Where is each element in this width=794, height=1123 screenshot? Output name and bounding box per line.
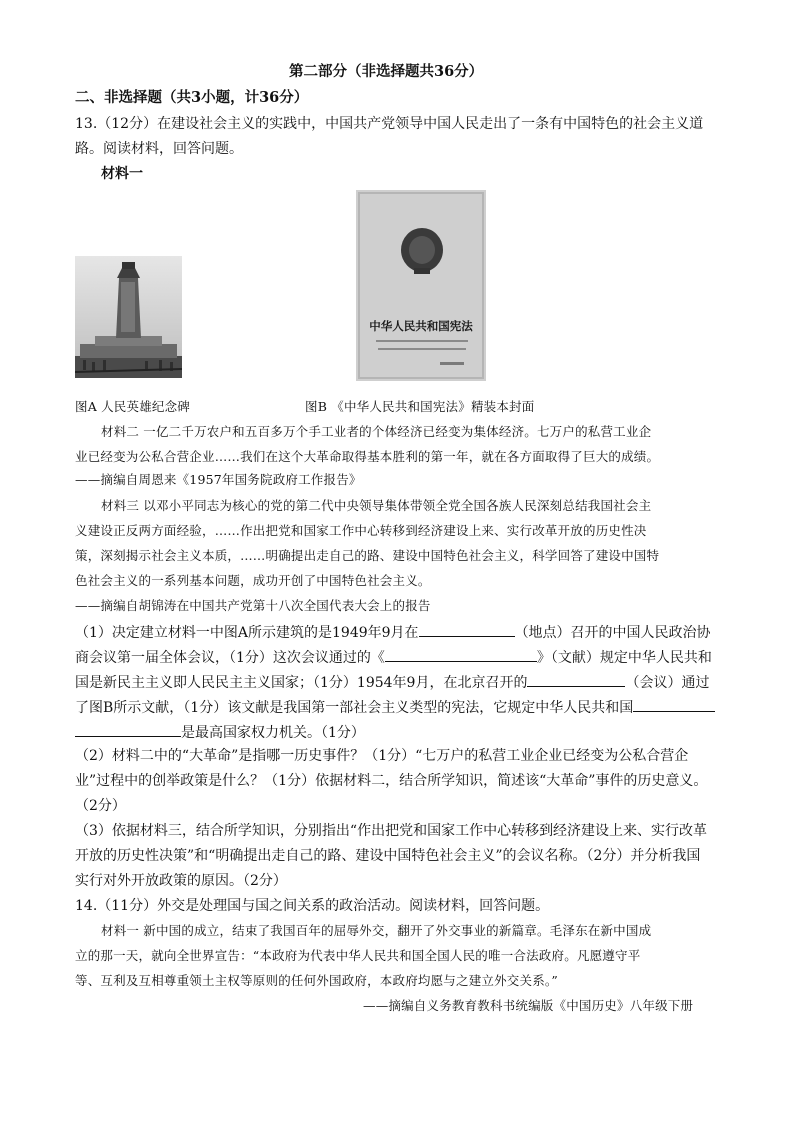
q13-part1-line5 [75, 721, 365, 743]
q14-material1-line1: 材料一 新中国的成立，结束了我国百年的屈辱外交，翻开了外交事业的新篇章。毛泽东在新中国成 [101, 923, 652, 938]
q13-part3-line1: （3）依据材料三，结合所学知识，分别指出“作出把党和国家工作中心转移到经济建设上来、实行改革 [75, 823, 708, 839]
q1-text-d: 》（文献）规定中华人民共和 [536, 650, 712, 666]
constitution-cover-photo [356, 190, 486, 381]
q13-part1-line3 [75, 671, 709, 693]
material3-source: ——摘编自胡锦涛在中国共产党第十八次全国代表大会上的报告 [75, 598, 431, 613]
material3-line4: 色社会主义的一系列基本问题，成功开创了中国特色社会主义。 [75, 573, 431, 588]
material2-source: ——摘编自周恩来《1957年国务院政府工作报告》 [75, 472, 362, 487]
q13-intro-line1: 13.（12分）在建设社会主义的实践中，中国共产党领导中国人民走出了一条有中国特色的社会主义道 [75, 116, 704, 132]
part-title: 第二部分（非选择题共36分） [289, 63, 484, 80]
material3-line3: 策，深刻揭示社会主义本质，……明确提出走自己的路、建设中国特色社会主义，科学回答了建设中国特 [75, 548, 660, 563]
q14-material1-line2: 立的那一天，就向全世界宣告：“本政府为代表中华人民共和国全国人民的唯一合法政府。凡愿遵守平 [75, 948, 641, 963]
answer-blank-organ-part1[interactable] [633, 696, 715, 712]
q1-text-b: （地点）召开的中国人民政治协 [514, 625, 711, 641]
q1-text-c: 商会议第一届全体会议，（1分）这次会议通过的《 [75, 650, 385, 666]
q1-text-g: 了图B所示文献，（1分）该文献是我国第一部社会主义类型的宪法，它规定中华人民共和国 [75, 700, 634, 716]
material1-label: 材料一 [101, 166, 143, 182]
q14-intro: 14.（11分）外交是处理国与国之间关系的政治活动。阅读材料，回答问题。 [75, 898, 550, 914]
q13-part3-line3: 实行对外开放政策的原因。（2分） [75, 873, 287, 889]
section-title: 二、非选择题（共3小题，计36分） [75, 89, 309, 106]
material3-line1: 材料三 以邓小平同志为核心的党的第二代中央领导集体带领全党全国各族人民深刻总结我国社会主 [101, 498, 652, 513]
monument-photo [75, 256, 182, 378]
material3-line2: 义建设正反两方面经验，……作出把党和国家工作中心转移到经济建设上来、实行改革开放的历史性决 [75, 523, 647, 538]
caption-figure-b: 图B 《中华人民共和国宪法》精装本封面 [305, 399, 535, 414]
q1-text-f: （会议）通过 [625, 675, 710, 691]
answer-blank-document[interactable] [385, 646, 537, 662]
material2-line2: 业已经变为公私合营企业……我们在这个大革命取得基本胜利的第一年，就在各方面取得了巨大的成绩。 [75, 449, 660, 464]
answer-blank-organ-part2[interactable] [75, 721, 181, 737]
q13-intro-line2: 路。阅读材料，回答问题。 [75, 141, 243, 157]
answer-blank-location[interactable] [419, 621, 515, 637]
q1-text-h: 是最高国家权力机关。（1分） [181, 725, 365, 741]
q13-part2-line2: 业”过程中的创举政策是什么？（1分）依据材料二，结合所学知识，简述该“大革命”事件的历史意义。 [75, 773, 708, 789]
caption-figure-a: 图A 人民英雄纪念碑 [75, 399, 191, 414]
material2-line1: 材料二 一亿二千万农户和五百多万个手工业者的个体经济已经变为集体经济。七万户的私营工业企 [101, 424, 652, 439]
q14-material1-source: ——摘编自义务教育教科书统编版《中国历史》八年级下册 [363, 998, 694, 1013]
answer-blank-meeting[interactable] [527, 671, 625, 687]
q13-part1-line4 [75, 696, 715, 718]
q13-part3-line2: 开放的历史性决策”和“明确提出走自己的路、建设中国特色社会主义”的会议名称。（2分）并分析我国 [75, 848, 701, 864]
book-cover-title: 中华人民共和国宪法 [369, 319, 473, 333]
q1-text-a: （1）决定建立材料一中图A所示建筑的是1949年9月在 [75, 625, 419, 641]
q13-part1-line2 [75, 646, 712, 668]
q13-part2-line3: （2分） [75, 798, 126, 814]
q13-part1-line1 [75, 621, 711, 643]
q14-material1-line3: 等、互利及互相尊重领土主权等原则的任何外国政府，本政府均愿与之建立外交关系。” [75, 973, 558, 988]
q1-text-e: 国是新民主主义即人民民主主义国家；（1分）1954年9月，在北京召开的 [75, 675, 528, 691]
q13-part2-line1: （2）材料二中的“大革命”是指哪一历史事件？（1分）“七万户的私营工业企业已经变为公私合营企 [75, 748, 689, 764]
